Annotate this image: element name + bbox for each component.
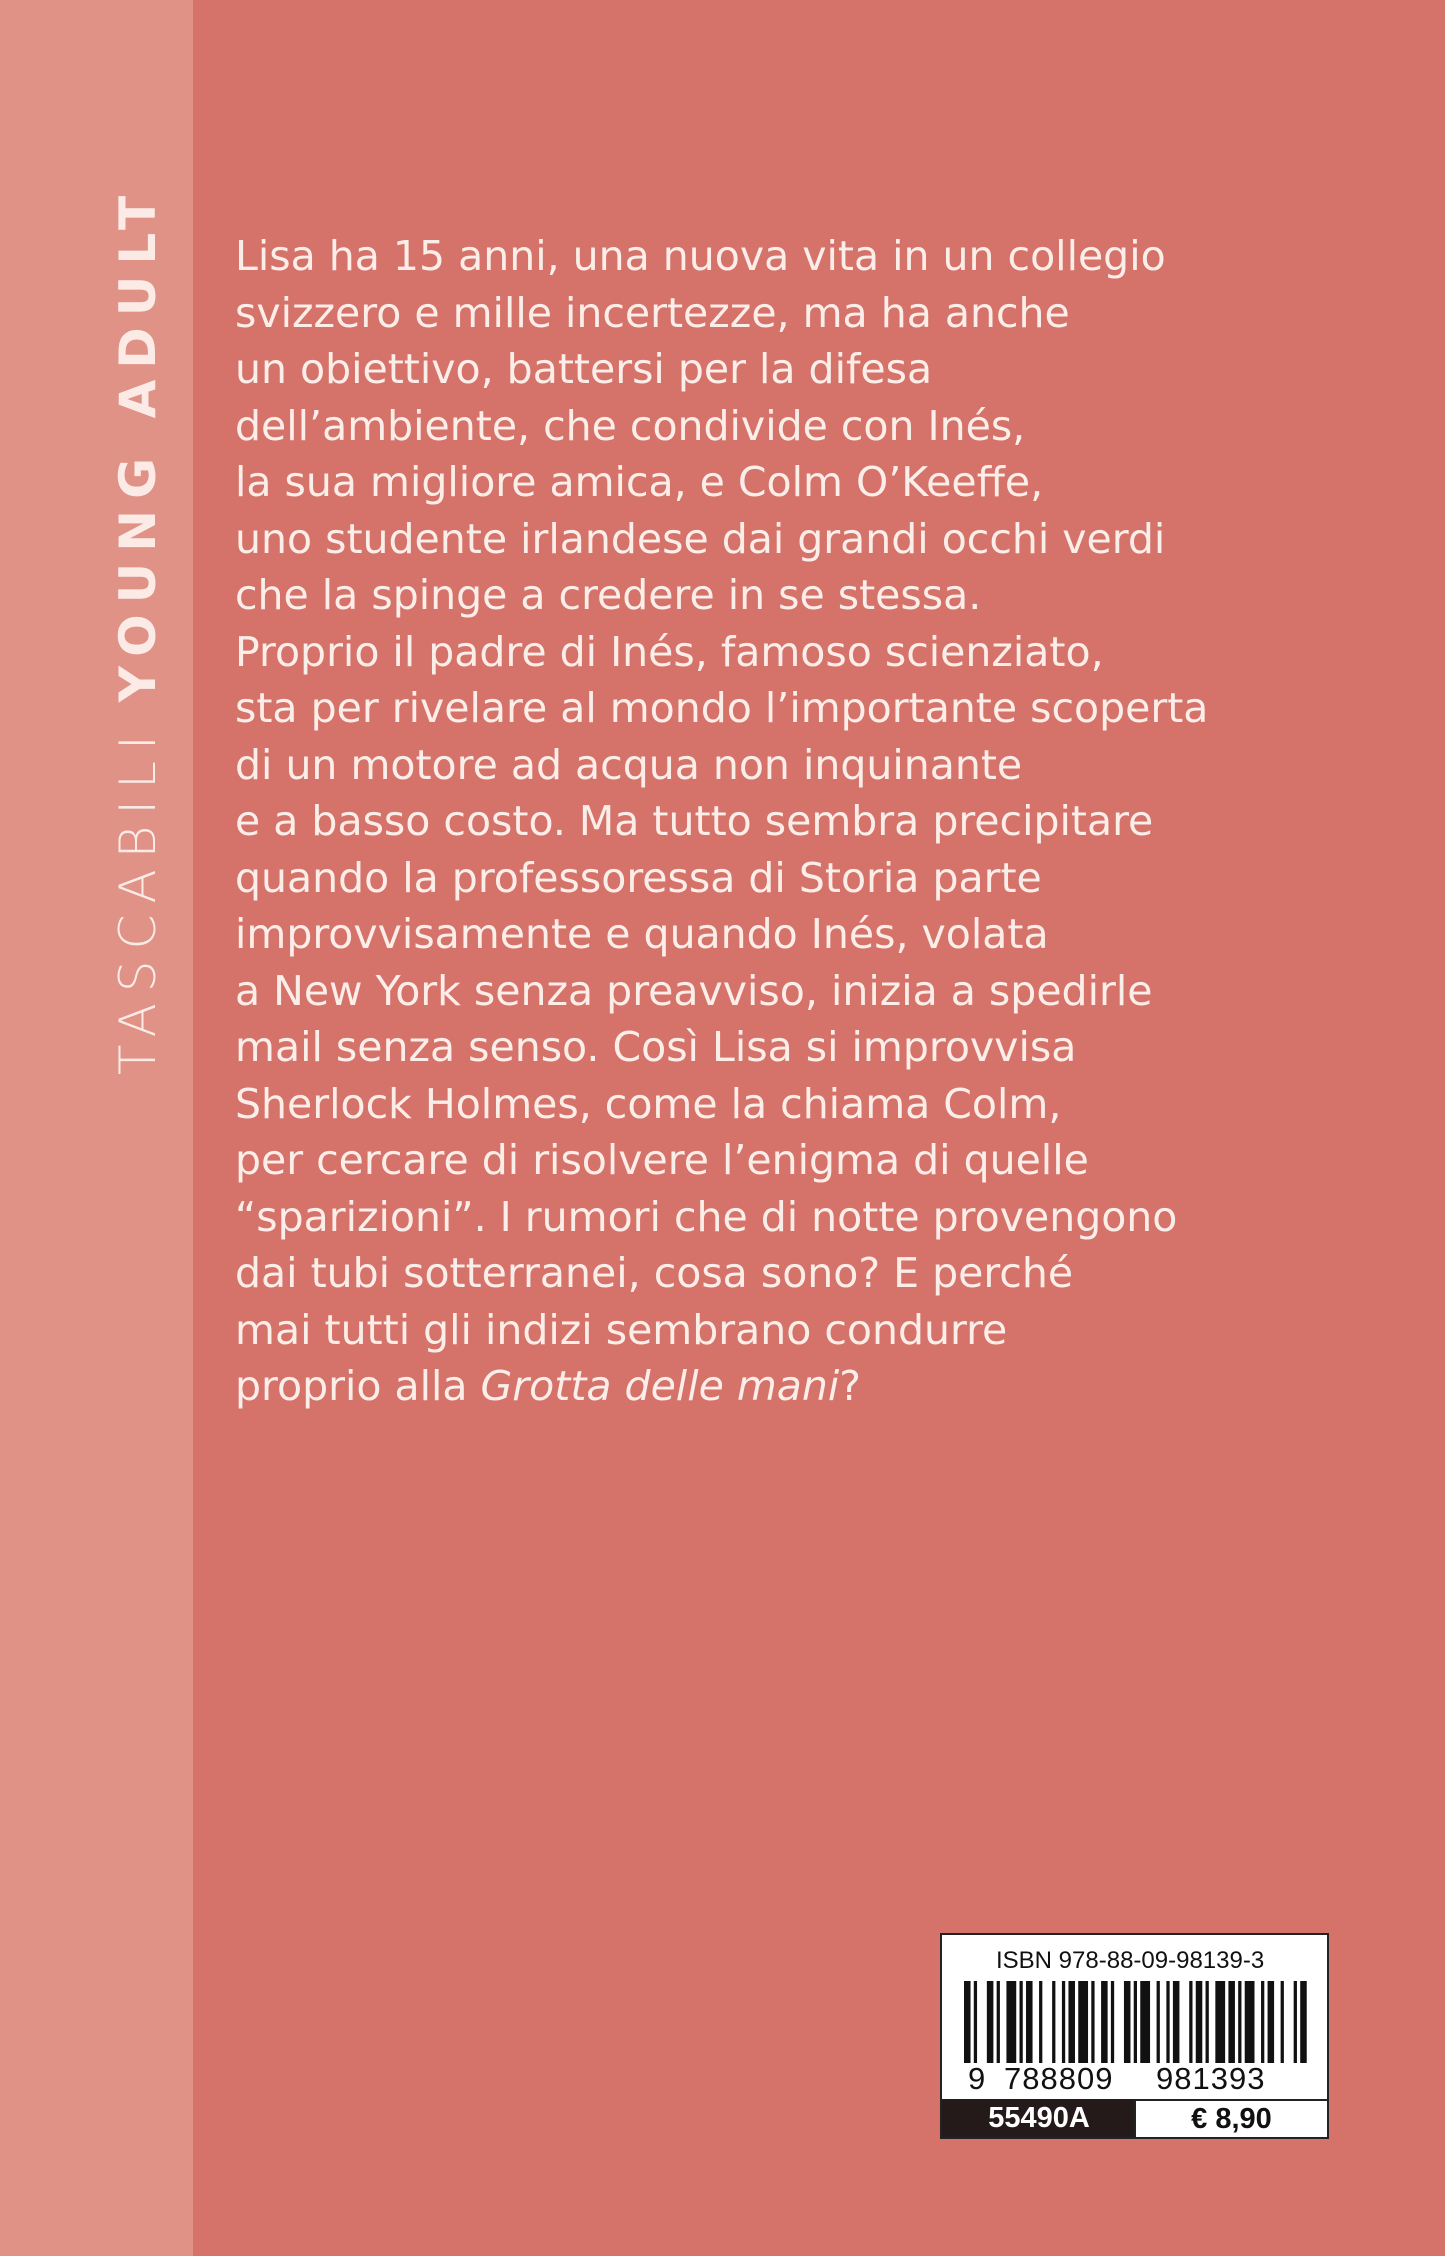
barcode-bar [1078, 1981, 1088, 2063]
blurb-line: sta per rivelare al mondo l’importante scoperta [235, 684, 1209, 732]
product-code: 55490A [942, 2099, 1136, 2137]
barcode-bar [1124, 1981, 1131, 2063]
barcode-bar [1228, 1981, 1235, 2063]
blurb-last-line [235, 1358, 1255, 1415]
blurb-line: dai tubi sotterranei, cosa sono? E perché [235, 1249, 1074, 1297]
barcode-bar [987, 1981, 994, 2063]
barcode-bar [1039, 1981, 1042, 2063]
barcode-bar [1019, 1981, 1022, 2063]
barcode-bar [1300, 1981, 1307, 2063]
barcode-digits-left: 788809 [1004, 2061, 1114, 2096]
barcode-bar [1111, 1981, 1114, 2063]
last-line-suffix: ? [839, 1362, 862, 1410]
blurb-line: Proprio il padre di Inés, famoso scienziato, [235, 627, 1104, 676]
barcode-bar [1189, 1981, 1192, 2063]
blurb-line: Lisa ha 15 anni, una nuova vita in un collegio [235, 232, 1166, 280]
barcode-bar [1134, 1981, 1137, 2063]
barcode-bar [1215, 1981, 1225, 2063]
barcode-digits-right: 981393 [1156, 2061, 1266, 2096]
blurb-line: Sherlock Holmes, come la chiama Colm, [235, 1079, 1062, 1128]
blurb-line: di un motore ad acqua non inquinante [235, 740, 1023, 789]
blurb-line: dell’ambiente, che condivide con Inés, [235, 401, 1026, 450]
blurb-line: uno studente irlandese dai grandi occhi verdi [235, 514, 1166, 563]
barcode-digit-first: 9 [968, 2061, 986, 2096]
barcode-bar [1196, 1981, 1203, 2063]
blurb-line: quando la professoressa di Storia parte [235, 853, 1042, 902]
barcode-bars [964, 1981, 1310, 2063]
series-name: TASCABILI [109, 724, 167, 1076]
barcode-bar [1238, 1981, 1241, 2063]
barcode-bar [1268, 1981, 1275, 2063]
barcode-bar [1140, 1981, 1150, 2063]
blurb-line: mail senza senso. Così Lisa si improvvisa [235, 1023, 1077, 1071]
barcode-bar [1006, 1981, 1016, 2063]
barcode-bar [964, 1981, 971, 2063]
barcode-bar [997, 1981, 1000, 2063]
barcode-bar [1281, 1981, 1284, 2063]
barcode-bar [974, 1981, 977, 2063]
barcode-bar [1261, 1981, 1264, 2063]
barcode-bar [1173, 1981, 1180, 2063]
blurb-line: a New York senza preavviso, inizia a spedirle [235, 966, 1153, 1015]
collection-name: YOUNG ADULT [109, 184, 167, 703]
barcode-bar [1062, 1981, 1065, 2063]
blurb-line: la sua migliore amica, e Colm O’Keeffe, [235, 458, 1044, 506]
barcode-bar [1091, 1981, 1094, 2063]
last-line-prefix: proprio alla [235, 1362, 481, 1410]
barcode-bar [1294, 1981, 1297, 2063]
barcode-bar [1052, 1981, 1055, 2063]
isbn-text: ISBN 978-88-09-98139-3 [996, 1947, 1265, 1974]
blurb-line: improvvisamente e quando Inés, volata [235, 910, 1049, 958]
blurb-line: svizzero e mille incertezze, ma ha anche [235, 288, 1070, 337]
blurb-line: “sparizioni”. I rumori che di notte provengono [235, 1192, 1178, 1241]
blurb-line: mai tutti gli indizi sembrano condurre [235, 1305, 1008, 1354]
barcode-label [940, 1933, 1329, 2139]
blurb-line: e a basso costo. Ma tutto sembra precipitare [235, 797, 1154, 845]
blurb-line: un obiettivo, battersi per la difesa [235, 345, 933, 393]
back-cover-blurb [235, 228, 1255, 1415]
blurb-line: per cercare di risolvere l’enigma di quelle [235, 1136, 1089, 1184]
barcode-bar [1166, 1981, 1169, 2063]
book-title-italic: Grotta delle mani [480, 1362, 840, 1410]
price: € 8,90 [1134, 2099, 1327, 2137]
spine-band [0, 0, 193, 2256]
barcode-bar [1245, 1981, 1255, 2063]
barcode-bar [1157, 1981, 1160, 2063]
barcode-bar [1068, 1981, 1075, 2063]
barcode-bar [1101, 1981, 1108, 2063]
blurb-line: che la spinge a credere in se stessa. [235, 571, 982, 619]
barcode-bar [1206, 1981, 1209, 2063]
barcode-bar [1026, 1981, 1033, 2063]
spine-series-label [109, 185, 167, 1075]
